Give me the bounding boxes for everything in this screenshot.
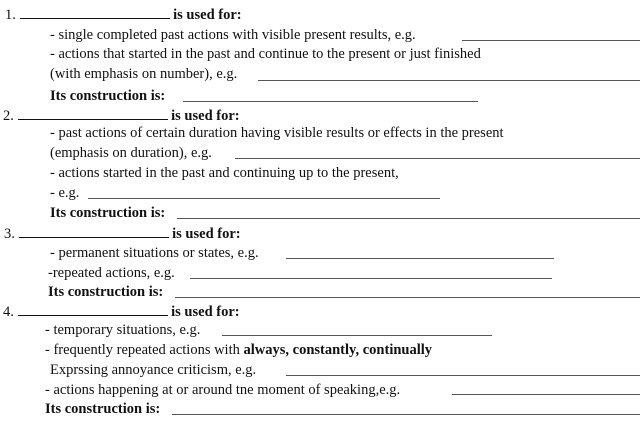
- usage-line: -repeated actions, e.g.: [48, 265, 175, 281]
- answer-blank[interactable]: [258, 80, 640, 81]
- used-for-label: is used for:: [173, 7, 242, 23]
- usage-line: - past actions of certain duration having visible results or effects in the present: [50, 125, 504, 141]
- answer-blank[interactable]: [222, 335, 492, 336]
- answer-blank[interactable]: [462, 40, 640, 41]
- section-number: 3.: [4, 226, 15, 242]
- answer-blank[interactable]: [190, 278, 552, 279]
- usage-line: - actions that started in the past and continue to the present or just finished: [50, 46, 481, 62]
- tense-blank[interactable]: [19, 223, 169, 238]
- section-number: 1.: [5, 7, 16, 23]
- tense-blank[interactable]: [18, 301, 168, 316]
- construction-blank[interactable]: [172, 414, 640, 415]
- usage-line: - actions started in the past and continuing up to the present,: [50, 165, 399, 181]
- tense-blank[interactable]: [20, 4, 170, 19]
- answer-blank[interactable]: [88, 198, 440, 199]
- usage-line: (with emphasis on number), e.g.: [50, 66, 238, 82]
- construction-blank[interactable]: [175, 297, 640, 298]
- answer-blank[interactable]: [452, 394, 640, 395]
- construction-line: [48, 282, 163, 302]
- adverbs-bold: always, constantly, continually: [243, 342, 433, 358]
- answer-blank[interactable]: [235, 158, 640, 159]
- construction-line: [45, 399, 160, 419]
- usage-line: - e.g.: [50, 185, 80, 201]
- section-1-header: [5, 4, 242, 24]
- construction-line: [50, 203, 165, 223]
- section-number: 2.: [3, 108, 14, 124]
- section-2-header: [3, 105, 240, 125]
- construction-label: Its construction is:: [50, 88, 166, 104]
- used-for-label: is used for:: [172, 226, 241, 242]
- usage-line: - frequently repeated actions with always, constantly, continually: [45, 342, 433, 358]
- usage-line: - permanent situations or states, e.g.: [50, 245, 259, 261]
- construction-blank[interactable]: [183, 101, 478, 102]
- construction-line: [50, 86, 165, 106]
- usage-line: - temporary situations, e.g.: [45, 322, 201, 338]
- section-3-header: [4, 223, 241, 243]
- usage-line: Exprssing annoyance criticism, e.g.: [50, 362, 257, 378]
- construction-label: Its construction is:: [45, 401, 161, 417]
- construction-label: Its construction is:: [50, 205, 166, 221]
- usage-line: - single completed past actions with visible present results, e.g.: [50, 27, 416, 43]
- usage-line: - actions happening at or around tne moment of speaking,e.g.: [45, 382, 401, 398]
- used-for-label: is used for:: [171, 108, 240, 124]
- used-for-label: is used for:: [171, 304, 240, 320]
- section-4-header: [3, 301, 240, 321]
- answer-blank[interactable]: [286, 375, 640, 376]
- answer-blank[interactable]: [286, 258, 554, 259]
- construction-label: Its construction is:: [48, 284, 164, 300]
- section-number: 4.: [3, 304, 14, 320]
- tense-blank[interactable]: [18, 105, 168, 120]
- construction-blank[interactable]: [177, 218, 640, 219]
- usage-line: (emphasis on duration), e.g.: [50, 145, 212, 161]
